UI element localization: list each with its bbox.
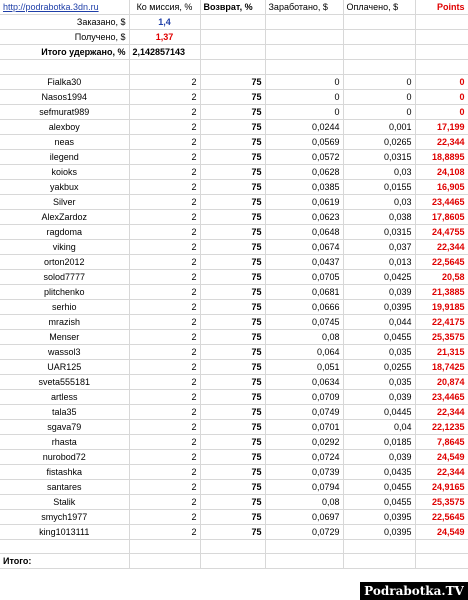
user-name-cell[interactable]: nurobod72 (0, 449, 129, 464)
table-row (0, 344, 468, 359)
paid-cell[interactable]: 0,0395 (343, 524, 415, 539)
table-row (0, 89, 468, 104)
user-name-cell[interactable]: sgava79 (0, 419, 129, 434)
points-cell[interactable]: 23,4465 (415, 389, 468, 404)
refund-cell[interactable]: 75 (200, 164, 265, 179)
empty-cell[interactable] (343, 554, 415, 569)
user-name-cell[interactable]: tala35 (0, 404, 129, 419)
refund-cell[interactable]: 75 (200, 494, 265, 509)
commission-cell[interactable]: 2 (129, 419, 200, 434)
table-row (0, 194, 468, 209)
ordered-label: Заказано, $ (0, 15, 129, 30)
commission-cell[interactable]: 2 (129, 74, 200, 89)
ordered-row (0, 15, 468, 30)
refund-cell[interactable]: 75 (200, 449, 265, 464)
empty-cell[interactable] (343, 60, 415, 75)
points-cell[interactable]: 21,3885 (415, 284, 468, 299)
empty-cell[interactable] (200, 15, 265, 30)
points-cell[interactable]: 25,3575 (415, 494, 468, 509)
refund-cell[interactable]: 75 (200, 479, 265, 494)
refund-cell[interactable]: 75 (200, 134, 265, 149)
points-cell[interactable]: 22,5645 (415, 254, 468, 269)
commission-cell[interactable]: 2 (129, 509, 200, 524)
refund-cell[interactable]: 75 (200, 254, 265, 269)
table-row (0, 134, 468, 149)
paid-cell[interactable]: 0,0435 (343, 464, 415, 479)
refund-cell[interactable]: 75 (200, 104, 265, 119)
commission-cell[interactable]: 2 (129, 119, 200, 134)
refund-cell[interactable]: 75 (200, 314, 265, 329)
commission-header: Ко миссия, % (129, 0, 200, 15)
refund-cell[interactable]: 75 (200, 74, 265, 89)
refund-cell[interactable]: 75 (200, 119, 265, 134)
refund-cell[interactable]: 75 (200, 434, 265, 449)
points-cell[interactable]: 24,108 (415, 164, 468, 179)
table-row (0, 329, 468, 344)
refund-cell[interactable]: 75 (200, 359, 265, 374)
refund-cell[interactable]: 75 (200, 269, 265, 284)
earned-cell[interactable]: 0,0572 (265, 149, 343, 164)
refund-cell[interactable]: 75 (200, 224, 265, 239)
refund-cell[interactable]: 75 (200, 209, 265, 224)
table-row (0, 434, 468, 449)
user-name-cell[interactable]: koioks (0, 164, 129, 179)
paid-cell[interactable]: 0,039 (343, 449, 415, 464)
commission-cell[interactable]: 2 (129, 389, 200, 404)
paid-cell[interactable]: 0,0185 (343, 434, 415, 449)
empty-cell[interactable] (343, 539, 415, 554)
table-row (0, 314, 468, 329)
refund-cell[interactable]: 75 (200, 404, 265, 419)
earned-cell[interactable]: 0,0292 (265, 434, 343, 449)
table-row (0, 419, 468, 434)
empty-cell[interactable] (265, 15, 343, 30)
refund-cell[interactable]: 75 (200, 389, 265, 404)
empty-cell[interactable] (200, 30, 265, 45)
user-name-cell[interactable]: neas (0, 134, 129, 149)
refund-cell[interactable]: 75 (200, 464, 265, 479)
earned-cell[interactable]: 0,0729 (265, 524, 343, 539)
commission-cell[interactable]: 2 (129, 164, 200, 179)
earned-cell[interactable]: 0,0701 (265, 419, 343, 434)
points-cell[interactable]: 24,4755 (415, 224, 468, 239)
table-row (0, 164, 468, 179)
earned-cell[interactable]: 0,0569 (265, 134, 343, 149)
earned-cell[interactable]: 0 (265, 89, 343, 104)
user-name-cell[interactable]: wassol3 (0, 344, 129, 359)
points-header: Points (415, 0, 468, 15)
empty-cell[interactable] (200, 60, 265, 75)
table-row (0, 494, 468, 509)
points-cell[interactable]: 23,4465 (415, 194, 468, 209)
commission-cell[interactable]: 2 (129, 239, 200, 254)
commission-cell[interactable]: 2 (129, 464, 200, 479)
points-cell[interactable]: 22,1235 (415, 419, 468, 434)
commission-cell[interactable]: 2 (129, 524, 200, 539)
earned-cell[interactable]: 0,051 (265, 359, 343, 374)
user-name-cell[interactable]: artless (0, 389, 129, 404)
table-row (0, 389, 468, 404)
table-row (0, 299, 468, 314)
commission-cell[interactable]: 2 (129, 284, 200, 299)
table-row (0, 359, 468, 374)
empty-cell[interactable] (343, 45, 415, 60)
earned-cell[interactable]: 0 (265, 104, 343, 119)
empty-cell[interactable] (0, 539, 129, 554)
points-cell[interactable]: 21,315 (415, 344, 468, 359)
points-cell[interactable]: 22,344 (415, 464, 468, 479)
earned-cell[interactable]: 0,0619 (265, 194, 343, 209)
total-label: Итого: (0, 554, 129, 569)
table-row (0, 479, 468, 494)
earned-cell[interactable]: 0,0244 (265, 119, 343, 134)
paid-cell[interactable]: 0,013 (343, 254, 415, 269)
empty-cell[interactable] (415, 45, 468, 60)
refund-cell[interactable]: 75 (200, 509, 265, 524)
watermark-logo: Podrabotka.TV (360, 582, 468, 600)
received-row (0, 30, 468, 45)
paid-cell[interactable]: 0,035 (343, 374, 415, 389)
earned-header: Заработано, $ (265, 0, 343, 15)
empty-cell[interactable] (415, 15, 468, 30)
points-cell[interactable]: 20,874 (415, 374, 468, 389)
refund-cell[interactable]: 75 (200, 179, 265, 194)
paid-cell[interactable]: 0,0425 (343, 269, 415, 284)
paid-cell[interactable]: 0,03 (343, 194, 415, 209)
empty-cell[interactable] (343, 30, 415, 45)
withheld-row (0, 45, 468, 60)
user-name-cell[interactable]: ilegend (0, 149, 129, 164)
points-cell[interactable]: 22,344 (415, 134, 468, 149)
user-name-cell[interactable]: ragdoma (0, 224, 129, 239)
points-cell[interactable]: 16,905 (415, 179, 468, 194)
refund-cell[interactable]: 75 (200, 344, 265, 359)
paid-cell[interactable]: 0,0155 (343, 179, 415, 194)
table-row (0, 224, 468, 239)
earned-cell[interactable]: 0,08 (265, 494, 343, 509)
user-name-cell[interactable]: serhio (0, 299, 129, 314)
paid-cell[interactable]: 0,037 (343, 239, 415, 254)
empty-cell[interactable] (415, 30, 468, 45)
commission-cell[interactable]: 2 (129, 179, 200, 194)
withheld-value[interactable]: 2,142857143 (129, 45, 200, 60)
site-link[interactable]: http://podrabotka.3dn.ru (3, 2, 99, 13)
commission-cell[interactable]: 2 (129, 404, 200, 419)
empty-cell[interactable] (415, 554, 468, 569)
empty-cell[interactable] (415, 60, 468, 75)
empty-cell[interactable] (200, 539, 265, 554)
paid-cell[interactable]: 0,0255 (343, 359, 415, 374)
commission-cell[interactable]: 2 (129, 224, 200, 239)
empty-cell[interactable] (0, 60, 129, 75)
paid-cell[interactable]: 0,03 (343, 164, 415, 179)
blank-row (0, 60, 468, 75)
points-cell[interactable]: 19,9185 (415, 299, 468, 314)
points-cell[interactable]: 17,199 (415, 119, 468, 134)
commission-cell[interactable]: 2 (129, 344, 200, 359)
earned-cell[interactable]: 0,0749 (265, 404, 343, 419)
empty-cell[interactable] (129, 554, 200, 569)
earned-cell[interactable]: 0,064 (265, 344, 343, 359)
commission-cell[interactable]: 2 (129, 134, 200, 149)
refund-cell[interactable]: 75 (200, 89, 265, 104)
table-row (0, 449, 468, 464)
user-name-cell[interactable]: viking (0, 239, 129, 254)
table-row (0, 254, 468, 269)
user-name-cell[interactable]: santares (0, 479, 129, 494)
points-cell[interactable]: 22,4175 (415, 314, 468, 329)
earned-cell[interactable]: 0,08 (265, 329, 343, 344)
points-cell[interactable]: 22,344 (415, 404, 468, 419)
refund-cell[interactable]: 75 (200, 149, 265, 164)
user-name-cell[interactable]: AlexZardoz (0, 209, 129, 224)
commission-cell[interactable]: 2 (129, 104, 200, 119)
blank-row (0, 539, 468, 554)
empty-cell[interactable] (265, 554, 343, 569)
points-cell[interactable]: 0 (415, 74, 468, 89)
points-cell[interactable]: 0 (415, 104, 468, 119)
user-name-cell[interactable]: Stalik (0, 494, 129, 509)
points-cell[interactable]: 7,8645 (415, 434, 468, 449)
user-name-cell[interactable]: smych1977 (0, 509, 129, 524)
refund-header: Возврат, % (200, 0, 265, 15)
header-row (0, 0, 468, 15)
commission-cell[interactable]: 2 (129, 329, 200, 344)
refund-cell[interactable]: 75 (200, 329, 265, 344)
empty-cell[interactable] (129, 539, 200, 554)
earned-cell[interactable]: 0,0634 (265, 374, 343, 389)
earned-cell[interactable]: 0,0437 (265, 254, 343, 269)
table-row (0, 149, 468, 164)
commission-cell[interactable]: 2 (129, 479, 200, 494)
table-row (0, 269, 468, 284)
commission-cell[interactable]: 2 (129, 299, 200, 314)
user-name-cell[interactable]: Fialka30 (0, 74, 129, 89)
earned-cell[interactable]: 0 (265, 74, 343, 89)
commission-cell[interactable]: 2 (129, 434, 200, 449)
paid-cell[interactable]: 0,04 (343, 419, 415, 434)
refund-cell[interactable]: 75 (200, 419, 265, 434)
table-row (0, 524, 468, 539)
earned-cell[interactable]: 0,0705 (265, 269, 343, 284)
user-name-cell[interactable]: Silver (0, 194, 129, 209)
earned-cell[interactable]: 0,0739 (265, 464, 343, 479)
table-row (0, 509, 468, 524)
table-row (0, 74, 468, 89)
paid-cell[interactable]: 0,0445 (343, 404, 415, 419)
user-name-cell[interactable]: sveta555181 (0, 374, 129, 389)
paid-cell[interactable]: 0,0455 (343, 494, 415, 509)
user-name-cell[interactable]: fistashka (0, 464, 129, 479)
paid-header: Оплачено, $ (343, 0, 415, 15)
points-cell[interactable]: 22,344 (415, 239, 468, 254)
table-row (0, 464, 468, 479)
refund-cell[interactable]: 75 (200, 299, 265, 314)
table-row (0, 104, 468, 119)
points-cell[interactable]: 25,3575 (415, 329, 468, 344)
earned-cell[interactable]: 0,0666 (265, 299, 343, 314)
commission-cell[interactable]: 2 (129, 254, 200, 269)
user-name-cell[interactable]: rhasta (0, 434, 129, 449)
points-cell[interactable]: 17,8605 (415, 209, 468, 224)
table-row (0, 119, 468, 134)
refund-cell[interactable]: 75 (200, 194, 265, 209)
paid-cell[interactable]: 0,039 (343, 389, 415, 404)
commission-cell[interactable]: 2 (129, 209, 200, 224)
earned-cell[interactable]: 0,0628 (265, 164, 343, 179)
commission-cell[interactable]: 2 (129, 314, 200, 329)
empty-cell[interactable] (415, 539, 468, 554)
paid-cell[interactable]: 0,001 (343, 119, 415, 134)
empty-cell[interactable] (265, 45, 343, 60)
earned-cell[interactable]: 0,0385 (265, 179, 343, 194)
commission-cell[interactable]: 2 (129, 449, 200, 464)
table-row (0, 239, 468, 254)
empty-cell[interactable] (265, 60, 343, 75)
paid-cell[interactable]: 0 (343, 89, 415, 104)
earned-cell[interactable]: 0,0745 (265, 314, 343, 329)
received-value[interactable]: 1,37 (129, 30, 200, 45)
paid-cell[interactable]: 0,0315 (343, 224, 415, 239)
user-name-cell[interactable]: Nasos1994 (0, 89, 129, 104)
empty-cell[interactable] (200, 554, 265, 569)
table-row (0, 404, 468, 419)
table-row (0, 179, 468, 194)
commission-cell[interactable]: 2 (129, 359, 200, 374)
earned-cell[interactable]: 0,0623 (265, 209, 343, 224)
refund-cell[interactable]: 75 (200, 284, 265, 299)
points-cell[interactable]: 18,7425 (415, 359, 468, 374)
paid-cell[interactable]: 0,035 (343, 344, 415, 359)
points-cell[interactable]: 18,8895 (415, 149, 468, 164)
paid-cell[interactable]: 0 (343, 74, 415, 89)
paid-cell[interactable]: 0,038 (343, 209, 415, 224)
table-row (0, 209, 468, 224)
user-name-cell[interactable]: orton2012 (0, 254, 129, 269)
paid-cell[interactable]: 0,0455 (343, 479, 415, 494)
paid-cell[interactable]: 0,0265 (343, 134, 415, 149)
paid-cell[interactable]: 0 (343, 104, 415, 119)
refund-cell[interactable]: 75 (200, 239, 265, 254)
paid-cell[interactable]: 0,0455 (343, 329, 415, 344)
user-name-cell[interactable]: plitchenko (0, 284, 129, 299)
ordered-value[interactable]: 1,4 (129, 15, 200, 30)
commission-cell[interactable]: 2 (129, 149, 200, 164)
earned-cell[interactable]: 0,0724 (265, 449, 343, 464)
empty-cell[interactable] (129, 60, 200, 75)
empty-cell[interactable] (200, 45, 265, 60)
paid-cell[interactable]: 0,039 (343, 284, 415, 299)
table-row (0, 284, 468, 299)
points-cell[interactable]: 22,5645 (415, 509, 468, 524)
earned-cell[interactable]: 0,0681 (265, 284, 343, 299)
refund-cell[interactable]: 75 (200, 524, 265, 539)
withheld-label: Итого удержано, % (0, 45, 129, 60)
site-link-cell[interactable] (0, 0, 129, 15)
paid-cell[interactable]: 0,0315 (343, 149, 415, 164)
points-cell[interactable]: 24,549 (415, 524, 468, 539)
received-label: Получено, $ (0, 30, 129, 45)
user-name-cell[interactable]: mrazish (0, 314, 129, 329)
earned-cell[interactable]: 0,0697 (265, 509, 343, 524)
points-cell[interactable]: 0 (415, 89, 468, 104)
refund-cell[interactable]: 75 (200, 374, 265, 389)
user-name-cell[interactable]: king1013111 (0, 524, 129, 539)
commission-cell[interactable]: 2 (129, 374, 200, 389)
earned-cell[interactable]: 0,0674 (265, 239, 343, 254)
empty-cell[interactable] (265, 30, 343, 45)
table-row (0, 374, 468, 389)
points-cell[interactable]: 24,9165 (415, 479, 468, 494)
user-name-cell[interactable]: alexboy (0, 119, 129, 134)
commission-cell[interactable]: 2 (129, 89, 200, 104)
total-row (0, 554, 468, 569)
commission-cell[interactable]: 2 (129, 494, 200, 509)
user-name-cell[interactable]: yakbux (0, 179, 129, 194)
commission-cell[interactable]: 2 (129, 269, 200, 284)
empty-cell[interactable] (265, 539, 343, 554)
empty-cell[interactable] (343, 15, 415, 30)
earned-cell[interactable]: 0,0709 (265, 389, 343, 404)
user-name-cell[interactable]: Menser (0, 329, 129, 344)
points-cell[interactable]: 24,549 (415, 449, 468, 464)
points-cell[interactable]: 20,58 (415, 269, 468, 284)
earned-cell[interactable]: 0,0794 (265, 479, 343, 494)
earned-cell[interactable]: 0,0648 (265, 224, 343, 239)
user-name-cell[interactable]: solod7777 (0, 269, 129, 284)
user-name-cell[interactable]: UAR125 (0, 359, 129, 374)
paid-cell[interactable]: 0,0395 (343, 299, 415, 314)
user-name-cell[interactable]: sefmurat989 (0, 104, 129, 119)
paid-cell[interactable]: 0,0395 (343, 509, 415, 524)
paid-cell[interactable]: 0,044 (343, 314, 415, 329)
commission-cell[interactable]: 2 (129, 194, 200, 209)
